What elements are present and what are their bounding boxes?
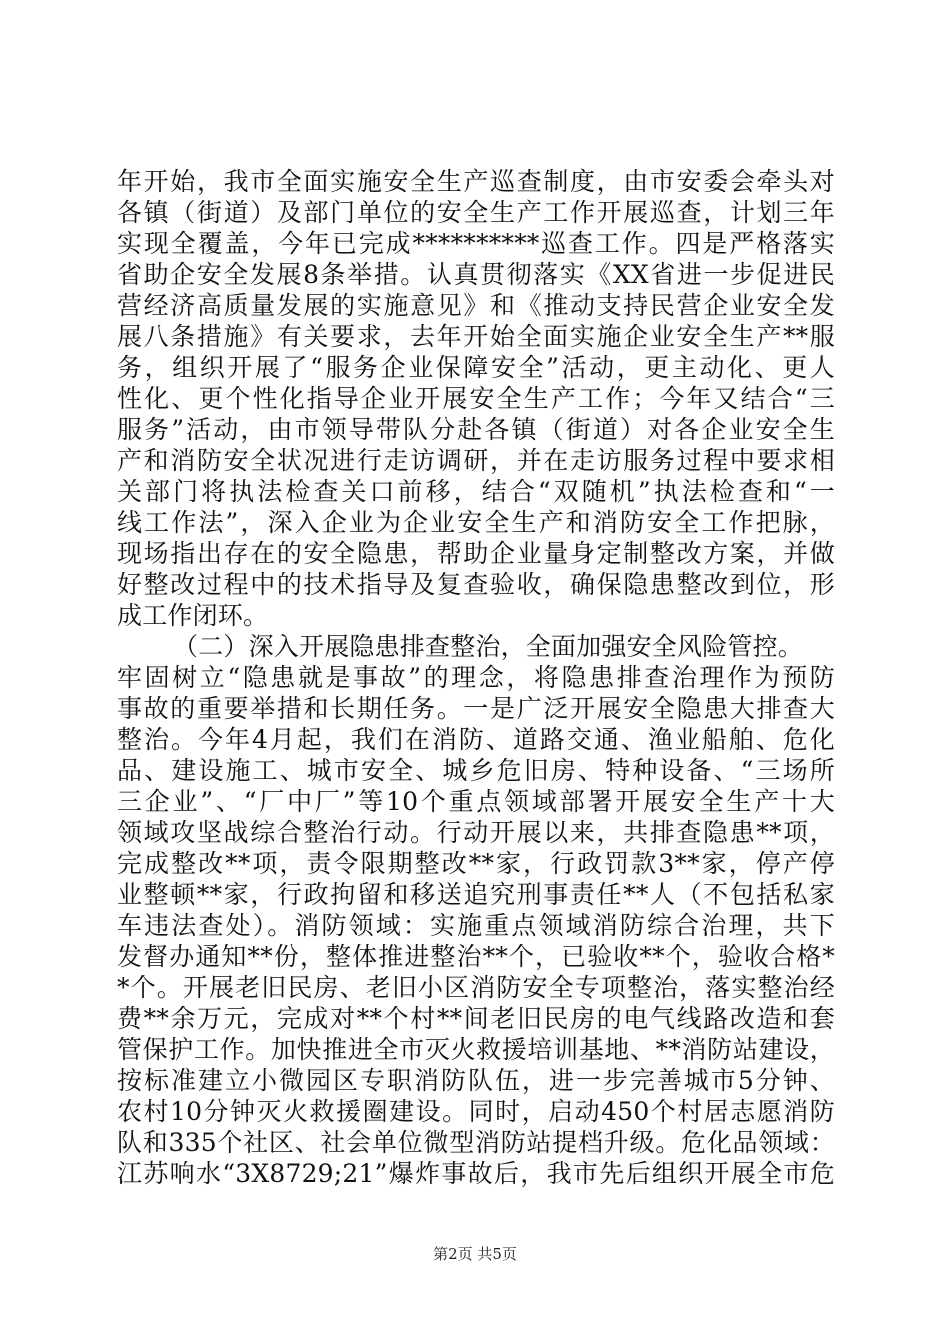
text-line: *个。开展老旧民房、老旧小区消防安全专项整治，落实整治经 (117, 973, 835, 1002)
text-line: 成工作闭环。 (117, 601, 269, 630)
text-line: 三企业”、“厂中厂”等10个重点领域部署开展安全生产十大 (117, 787, 835, 816)
text-line: 好整改过程中的技术指导及复查验收，确保隐患整改到位，形 (117, 570, 835, 599)
text-line: 产和消防安全状况进行走访调研，并在走访服务过程中要求相 (117, 446, 835, 475)
text-line: 品、建设施工、城市安全、城乡危旧房、特种设备、“三场所 (117, 756, 835, 785)
text-line: 业整顿**家，行政拘留和移送追究刑事责任**人（不包括私家 (117, 880, 835, 909)
text-line: 现场指出存在的安全隐患，帮助企业量身定制整改方案，并做 (117, 539, 835, 568)
text-line: 关部门将执法检查关口前移，结合“双随机”执法检查和“一 (117, 477, 835, 506)
text-line: 整治。今年4月起，我们在消防、道路交通、渔业船舶、危化 (117, 725, 835, 754)
text-line: 各镇（街道）及部门单位的安全生产工作开展巡查，计划三年 (117, 198, 835, 227)
text-line: 发督办通知**份，整体推进整治**个，已验收**个，验收合格* (117, 942, 835, 971)
text-line: 年开始，我市全面实施安全生产巡查制度，由市安委会牵头对 (117, 167, 835, 196)
text-line: 领域攻坚战综合整治行动。行动开展以来，共排查隐患**项， (117, 818, 835, 847)
text-line: 车违法查处）。消防领域：实施重点领域消防综合治理，共下 (117, 911, 835, 940)
text-line: 性化、更个性化指导企业开展安全生产工作；今年又结合“三 (117, 384, 835, 413)
text-line: 事故的重要举措和长期任务。一是广泛开展安全隐患大排查大 (117, 694, 835, 723)
text-line: 管保护工作。加快推进全市灭火救援培训基地、**消防站建设， (117, 1035, 835, 1064)
text-line: 实现全覆盖，今年已完成**********巡查工作。四是严格落实 (117, 229, 835, 258)
text-line: 江苏响水“3X8729;21”爆炸事故后，我市先后组织开展全市危 (117, 1159, 835, 1188)
text-line: 费**余万元，完成对**个村**间老旧民房的电气线路改造和套 (117, 1004, 835, 1033)
text-line: 务，组织开展了“服务企业保障安全”活动，更主动化、更人 (117, 353, 835, 382)
text-line: 牢固树立“隐患就是事故”的理念，将隐患排查治理作为预防 (117, 663, 835, 692)
text-line: 完成整改**项，责令限期整改**家，行政罚款3**家，停产停 (117, 849, 835, 878)
text-line: 线工作法”，深入企业为企业安全生产和消防安全工作把脉， (117, 508, 835, 537)
page-footer: 第2页 共5页 (433, 1245, 517, 1263)
text-line: 省助企安全发展8条举措。认真贯彻落实《XX省进一步促进民 (117, 260, 835, 289)
text-line: 队和335个社区、社会单位微型消防站提档升级。危化品领域： (117, 1128, 835, 1157)
body-text (117, 166, 835, 1189)
text-line: 营经济高质量发展的实施意见》和《推动支持民营企业安全发 (117, 291, 835, 320)
text-line: 农村10分钟灭火救援圈建设。同时，启动450个村居志愿消防 (117, 1097, 835, 1126)
text-line: 按标准建立小微园区专职消防队伍，进一步完善城市5分钟、 (117, 1066, 835, 1095)
text-line: （二）深入开展隐患排查整治，全面加强安全风险管控。 (173, 632, 804, 661)
text-line: 展八条措施》有关要求，去年开始全面实施企业安全生产**服 (117, 322, 835, 351)
text-line: 服务”活动，由市领导带队分赴各镇（街道）对各企业安全生 (117, 415, 835, 444)
